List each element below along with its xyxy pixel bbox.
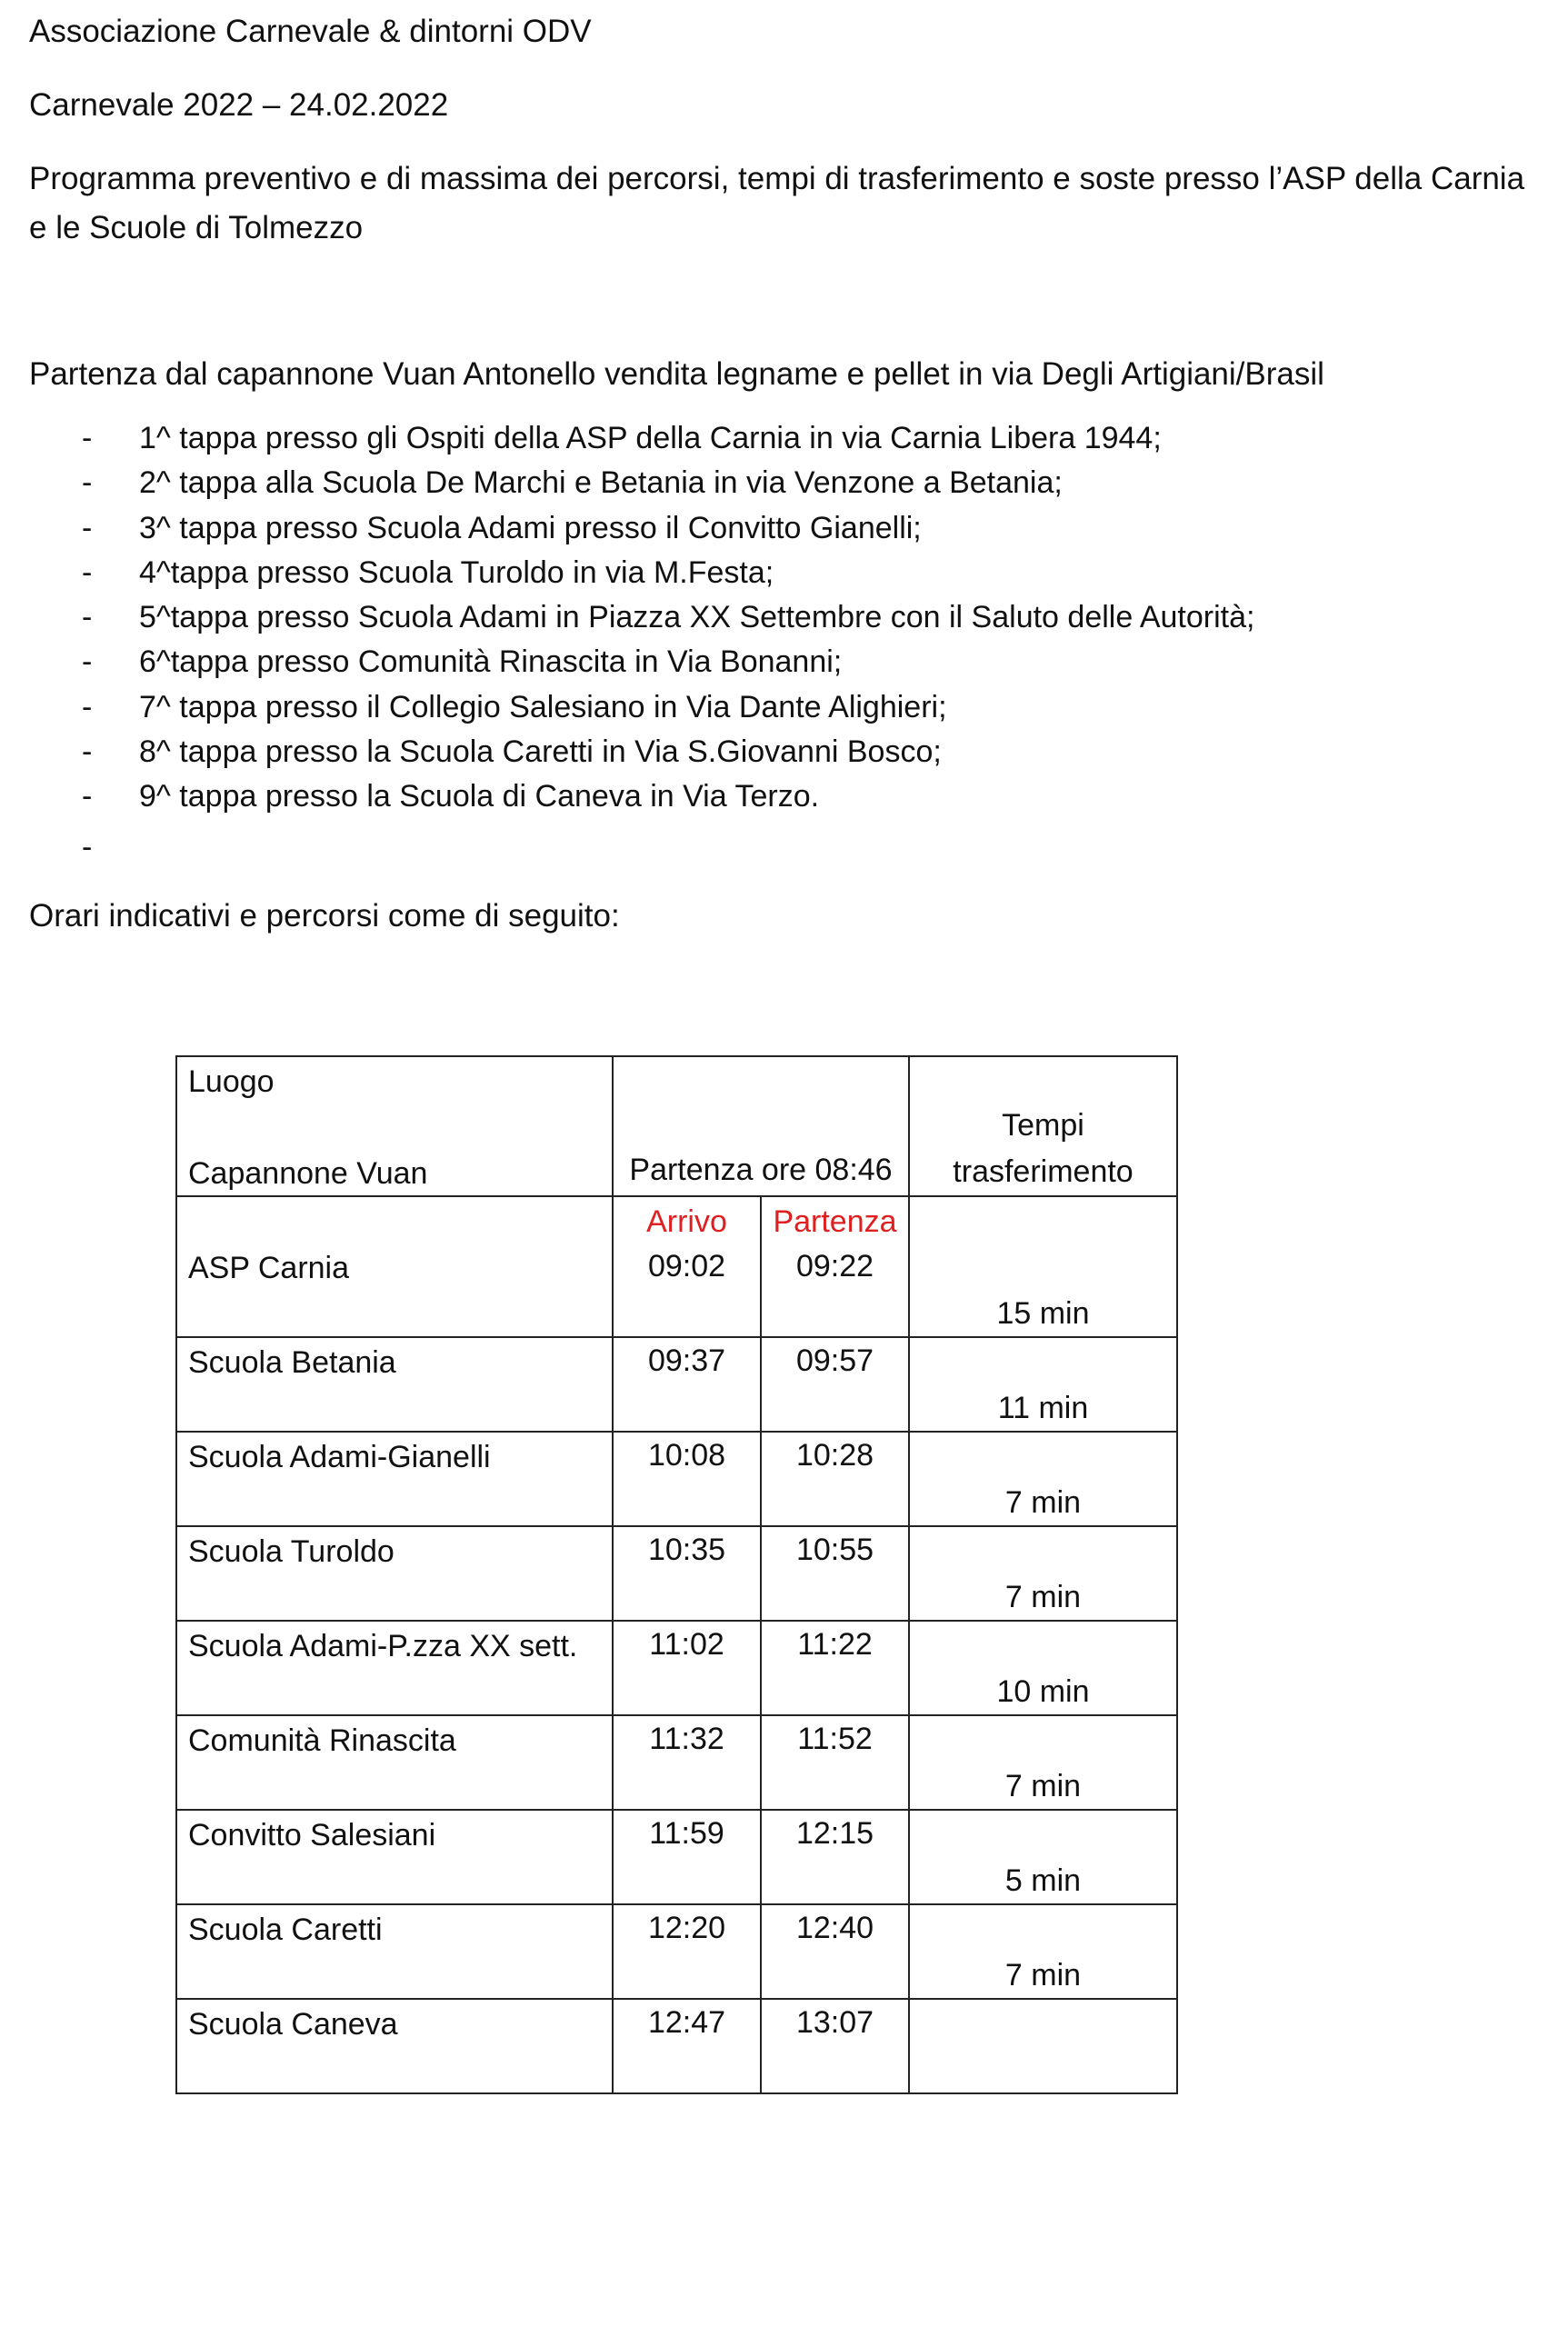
arrival-cell: 09:37 xyxy=(647,1343,726,1378)
departure-cell: 11:52 xyxy=(797,1722,873,1756)
place-cell: Scuola Adami-Gianelli xyxy=(188,1440,491,1474)
arrival-cell: 10:35 xyxy=(647,1533,726,1567)
transfer-cell: 5 min xyxy=(1004,1863,1082,1898)
departure-cell: 13:07 xyxy=(795,2005,874,2040)
arrival-header: Arrivo xyxy=(646,1204,727,1239)
table-row xyxy=(176,1196,1177,1337)
arrival-cell: 09:02 xyxy=(647,1249,726,1283)
transfer-header-line1: Tempi xyxy=(1002,1108,1084,1143)
departure-cell: 12:15 xyxy=(795,1816,874,1851)
departure-cell: 10:55 xyxy=(795,1533,874,1567)
place-cell: Scuola Betania xyxy=(188,1345,396,1380)
transfer-cell: 7 min xyxy=(1004,1769,1082,1803)
arrival-cell: 11:32 xyxy=(649,1722,724,1756)
organization-name: Associazione Carnevale & dintorni ODV xyxy=(29,14,592,49)
luogo-header: Luogo xyxy=(188,1064,275,1099)
departure-cell: 10:28 xyxy=(795,1438,874,1473)
place-cell: Scuola Caneva xyxy=(188,2007,398,2042)
transfer-cell: 7 min xyxy=(1004,1580,1082,1614)
place-cell: Scuola Adami-P.zza XX sett. xyxy=(188,1629,578,1663)
place-cell: Scuola Caretti xyxy=(188,1913,383,1947)
transfer-cell: 15 min xyxy=(996,1296,1090,1331)
departure-header: Partenza xyxy=(773,1204,897,1239)
program-description: Programma preventivo e di massima dei percorsi, tempi di trasferimento e soste presso l’ASP della Carnia e le Scuole di Tolmezzo xyxy=(29,161,1525,245)
table-row xyxy=(176,1904,1177,1999)
place-cell: Convitto Salesiani xyxy=(188,1818,436,1853)
table-row xyxy=(176,1715,1177,1810)
table-row xyxy=(176,1999,1177,2093)
event-title: Carnevale 2022 – 24.02.2022 xyxy=(29,87,449,123)
arrival-cell: 12:20 xyxy=(647,1911,726,1945)
schedule-table xyxy=(175,1055,1178,2094)
table-header-row xyxy=(176,1056,1177,1196)
transfer-header-line2: trasferimento xyxy=(953,1154,1134,1189)
departure-cell: 09:22 xyxy=(795,1249,874,1283)
place-cell: Scuola Turoldo xyxy=(188,1534,394,1569)
arrival-cell: 11:02 xyxy=(649,1627,724,1662)
arrival-cell: 10:08 xyxy=(647,1438,726,1473)
transfer-cell: 7 min xyxy=(1004,1958,1082,1992)
departure-cell: 11:22 xyxy=(797,1627,873,1662)
arrival-cell: 11:59 xyxy=(649,1816,724,1851)
table-row xyxy=(176,1432,1177,1526)
place-cell: ASP Carnia xyxy=(188,1251,350,1285)
transfer-cell: 10 min xyxy=(996,1674,1090,1709)
arrival-cell: 12:47 xyxy=(647,2005,726,2040)
table-row xyxy=(176,1621,1177,1715)
schedule-intro: Orari indicativi e percorsi come di seguito: xyxy=(29,898,620,934)
table-row xyxy=(176,1526,1177,1621)
start-departure: Partenza ore 08:46 xyxy=(629,1153,893,1187)
departure-note: Partenza dal capannone Vuan Antonello vendita legname e pellet in via Degli Artigiani/Brasil xyxy=(29,356,1324,392)
place-cell: Comunità Rinascita xyxy=(188,1723,456,1758)
table-row xyxy=(176,1810,1177,1904)
table-row xyxy=(176,1337,1177,1432)
transfer-cell: 11 min xyxy=(997,1391,1089,1425)
departure-cell: 09:57 xyxy=(795,1343,874,1378)
start-place: Capannone Vuan xyxy=(188,1156,428,1191)
transfer-cell: 7 min xyxy=(1004,1485,1082,1520)
departure-cell: 12:40 xyxy=(795,1911,874,1945)
